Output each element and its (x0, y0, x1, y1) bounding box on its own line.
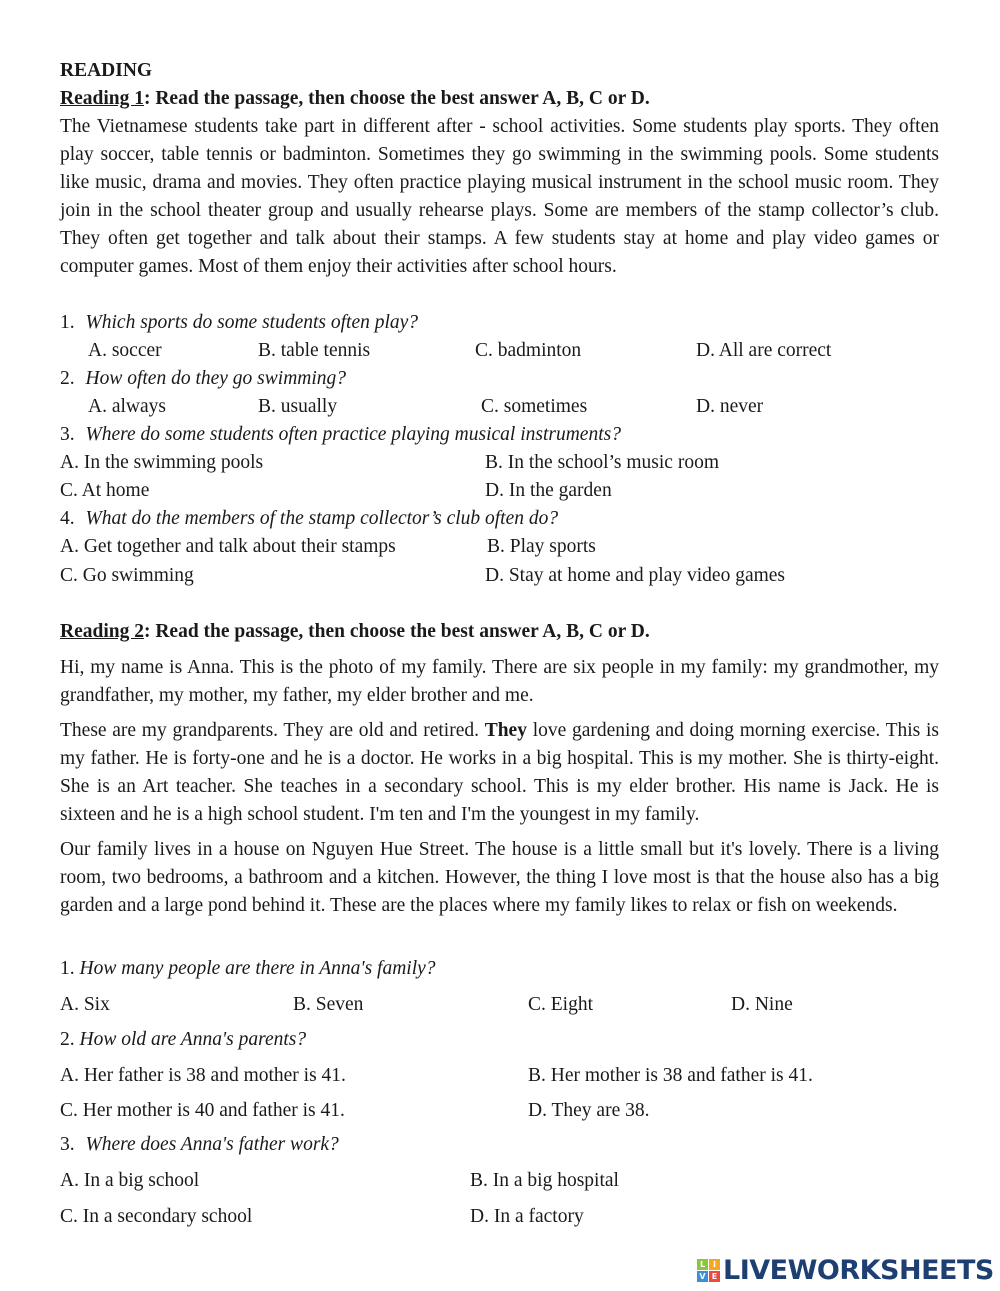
r2-question-3 (60, 1132, 339, 1158)
r2-q2-option-c[interactable]: C. Her mother is 40 and father is 41. (60, 1100, 345, 1121)
r2-q2-option-d[interactable]: D. They are 38. (528, 1100, 650, 1121)
logo-text: LIVEWORKSHEETS (723, 1254, 994, 1286)
r2-q3-option-d[interactable]: D. In a factory (470, 1206, 584, 1227)
reading1-passage: The Vietnamese students take part in different after - school activities. Some students play sports. They often play soccer, table tennis or badminton. Sometimes they go swimming in the swimming pools. Some students like music, drama and movies. They often practice playing musical instrument in the school music room. They join in the school theater group and usually rehearse plays. Some are members of the stamp collector’s club. They often get together and talk about their stamps. A few students stay at home and play video games or computer games. Most of them enjoy their activities after school hours. (60, 116, 939, 277)
reading1-label: Reading 1 (60, 88, 144, 109)
question-number: 2. (60, 1029, 75, 1050)
question-number: 1. (60, 958, 75, 979)
reading2-paragraph-2 (60, 717, 939, 829)
reading2-paragraph-3: Our family lives in a house on Nguyen Hue Street. The house is a little small but it's lovely. There is a living room, two bedrooms, a bathroom and a kitchen. However, the thing I love most is that the house also has a big garden and a large pond behind it. These are the places where my family likes to relax or fish on weekends. (60, 839, 939, 916)
r2-q1-option-a[interactable]: A. Six (60, 994, 110, 1015)
r2-q1-option-c[interactable]: C. Eight (528, 994, 594, 1015)
question-text: What do the members of the stamp collector’s club often do? (85, 508, 559, 529)
r1-q4-option-d[interactable]: D. Stay at home and play video games (485, 565, 786, 586)
question-number: 3. (60, 424, 75, 445)
logo-tile-i: I (709, 1259, 720, 1270)
reading2-instruction (60, 619, 650, 645)
reading1-instruction-text: : Read the passage, then choose the best answer A, B, C or D. (143, 88, 650, 109)
r1-q4-option-b[interactable]: B. Play sports (487, 536, 596, 557)
paragraph-text: These are my grandparents. They are old and retired. (60, 720, 485, 741)
r2-q3-option-c[interactable]: C. In a secondary school (60, 1206, 253, 1227)
reading2-paragraph-1: Hi, my name is Anna. This is the photo of my family. There are six people in my family: my grandmother, my grandfather, my mother, my father, my elder brother and me. (60, 657, 939, 706)
r1-q1-option-d[interactable]: D. All are correct (696, 340, 832, 361)
r2-question-1 (60, 956, 436, 982)
r1-q3-option-b[interactable]: B. In the school’s music room (485, 452, 719, 473)
r1-question-4 (60, 506, 558, 532)
r1-question-1 (60, 310, 418, 336)
live-tiles-icon (697, 1259, 720, 1282)
question-number: 4. (60, 508, 75, 529)
r1-q1-option-b[interactable]: B. table tennis (258, 340, 371, 361)
logo-tile-l: L (697, 1259, 708, 1270)
r1-q2-option-a[interactable]: A. always (88, 396, 166, 417)
question-text: How old are Anna's parents? (79, 1029, 307, 1050)
r1-q1-option-c[interactable]: C. badminton (475, 340, 582, 361)
question-number: 1. (60, 312, 75, 333)
question-number: 2. (60, 368, 75, 389)
reading1-instruction (60, 86, 650, 112)
question-text: Which sports do some students often play? (85, 312, 419, 333)
r1-question-2 (60, 366, 346, 392)
r1-q3-option-a[interactable]: A. In the swimming pools (60, 452, 264, 473)
question-text: How often do they go swimming? (85, 368, 347, 389)
r2-q2-option-a[interactable]: A. Her father is 38 and mother is 41. (60, 1065, 346, 1086)
reading2-instruction-text: : Read the passage, then choose the best answer A, B, C or D. (143, 621, 650, 642)
question-text: Where do some students often practice playing musical instruments? (85, 424, 621, 445)
highlighted-word: They (484, 720, 527, 741)
r1-q2-option-c[interactable]: C. sometimes (481, 396, 588, 417)
liveworksheets-logo (697, 1255, 994, 1285)
question-text: Where does Anna's father work? (85, 1134, 339, 1155)
r1-q3-option-d[interactable]: D. In the garden (485, 480, 612, 501)
logo-tile-e: E (709, 1271, 720, 1282)
r1-q2-option-b[interactable]: B. usually (258, 396, 338, 417)
r1-q4-option-c[interactable]: C. Go swimming (60, 565, 194, 586)
reading2-label: Reading 2 (60, 621, 144, 642)
r1-q1-option-a[interactable]: A. soccer (88, 340, 162, 361)
r1-q4-option-a[interactable]: A. Get together and talk about their stamps (60, 536, 396, 557)
question-text: How many people are there in Anna's family? (79, 958, 436, 979)
question-number: 3. (60, 1134, 75, 1155)
r1-q3-option-c[interactable]: C. At home (60, 480, 150, 501)
section-heading: READING (60, 60, 153, 81)
r2-q1-option-b[interactable]: B. Seven (293, 994, 364, 1015)
r1-q2-option-d[interactable]: D. never (696, 396, 764, 417)
r2-q3-option-a[interactable]: A. In a big school (60, 1170, 200, 1191)
r2-question-2 (60, 1027, 306, 1053)
paragraph-text: love gardening and doing morning exercise. This is my father. He is forty-one and he is a doctor. He works in a big hospital. This is my mother. She is thirty-eight. She is an Art teacher. She teaches in a secondary school. This is my elder brother. His name is Jack. He is sixteen and he is a high school student. I'm ten and I'm the youngest in my family. (60, 720, 939, 825)
r1-question-3 (60, 422, 621, 448)
r2-q3-option-b[interactable]: B. In a big hospital (470, 1170, 619, 1191)
logo-tile-v: V (697, 1271, 708, 1282)
r2-q2-option-b[interactable]: B. Her mother is 38 and father is 41. (528, 1065, 813, 1086)
r2-q1-option-d[interactable]: D. Nine (731, 994, 793, 1015)
